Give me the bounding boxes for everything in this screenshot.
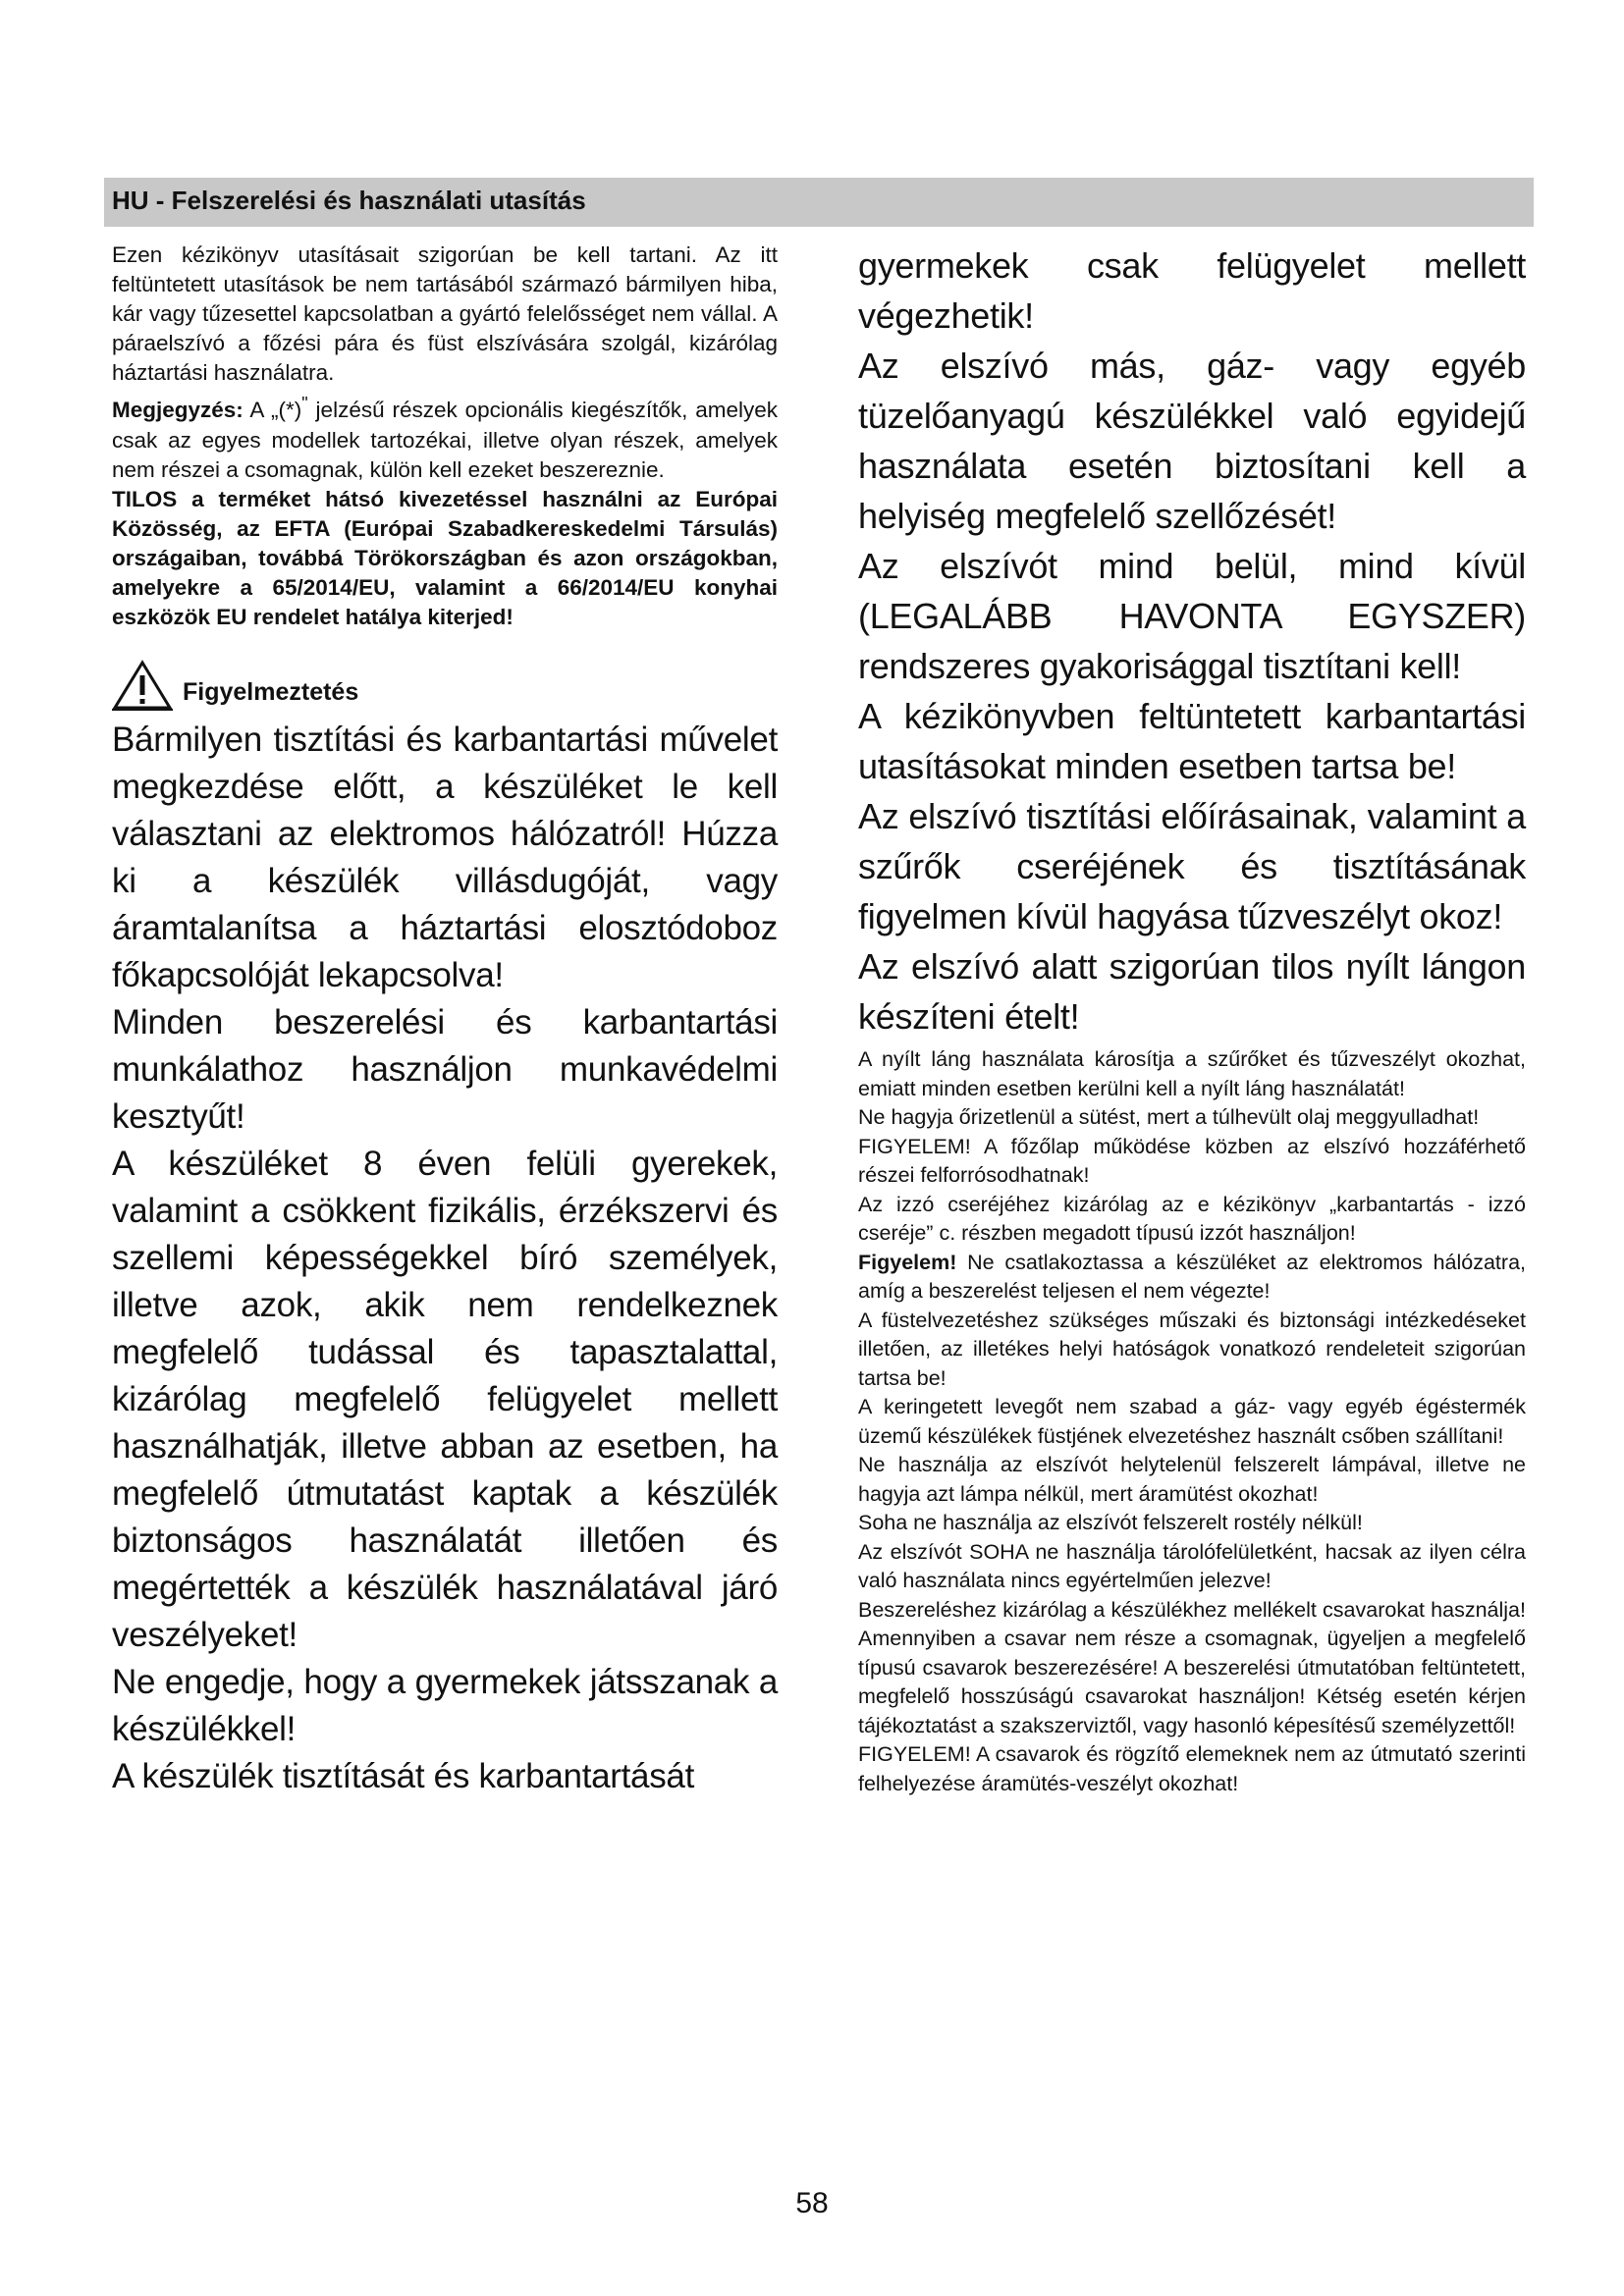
info-connection (858, 1249, 1526, 1307)
note-label: Megjegyzés: (112, 398, 244, 422)
intro-paragraph: Ezen kézikönyv utasításait szigorúan be kell tartani. Az itt feltüntetett utasítások be nem tartásából származó bármilyen hiba, kár vagy tűzesettel kapcsolatban a gyártó felelősséget nem vállal. A páraelszívó a főzési pára és füst elszívására szolgál, kizárólag háztartási használatra. (112, 242, 778, 385)
note-text-b: jelzésű részek opcionális kiegészítők, amelyek csak az egyes modellek tartozékai, illetve olyan részek, amelyek nem részei a csomagnak, külön kell ezeket beszereznie. (112, 398, 778, 482)
warning-text-open-flame: Az elszívó alatt szigorúan tilos nyílt lángon készíteni ételt! (858, 946, 1526, 1037)
note-paragraph (112, 396, 778, 485)
warning-text-fire-hazard: Az elszívó tisztítási előírásainak, valamint a szűrők cseréjének és tisztításának figyelmen kívül hagyása tűzveszélyt okoz! (858, 796, 1526, 936)
warning-text-children-supervision: A készüléket 8 éven felüli gyerekek, valamint a csökkent fizikális, érzékszervi és szellemi képességekkel bíró személyek, illetve azok, akik nem rendelkeznek megfelelő tudással és tapasztalattal, kizárólag megfelelő felügyelet mellett használhatják, illetve abban az esetben, ha megfelelő útmutatást kaptak a készülék biztonságos használatát illetően és megértették a készülék használatával járó veszélyeket! (112, 1145, 778, 1654)
section-title: HU - Felszerelési és használati utasítás (112, 186, 586, 215)
right-column (858, 240, 1526, 1798)
page-number: 58 (795, 2187, 829, 2219)
info-screws: Beszereléshez kizárólag a készülékhez mellékelt csavarokat használja! Amennyiben a csavar nem része a csomagnak, ügyeljen a megfelelő típusú csavarok beszerezésére! A beszerelési útmutatóban feltüntetett, megfelelő hosszúságú csavarokat használjon! Kétség esetén kérjen tájékoztatást a szakszerviztől, vagy hasonló képesítésű személyzettől! (858, 1597, 1526, 1737)
info-lamp: Ne használja az elszívót helytelenül felszerelt lámpával, illetve ne hagyja azt lámpa nélkül, mert áramütést okozhat! (858, 1453, 1526, 1506)
info-storage: Az elszívót SOHA ne használja tárolófelületként, hacsak az ilyen célra való használata nincs egyértelműen jelezve! (858, 1539, 1526, 1592)
warning-text-children-play: Ne engedje, hogy a gyermekek játsszanak a készülékkel! (112, 1663, 778, 1748)
prohibition-paragraph: TILOS a terméket hátsó kivezetéssel használni az Európai Közösség, az EFTA (Európai Szabadkereskedelmi Társulás) országaiban, továbbá Törökországban és azon országokban, amelyekre a 65/2014/EU, valamint a 66/2014/EU konyhai eszközök EU rendelet hatálya kiterjed! (112, 487, 778, 629)
info-open-flame: A nyílt láng használata károsítja a szűrőket és tűzveszélyt okozhat, emiatt minden esetben kerülni kell a nyílt láng használatát! (858, 1047, 1526, 1100)
warning-text-monthly-cleaning: Az elszívót mind belül, mind kívül (LEGALÁBB HAVONTA EGYSZER) rendszeres gyakorisággal tisztítani kell! (858, 546, 1526, 686)
warning-title: Figyelmeztetés (183, 678, 359, 706)
warning-text-maintenance: A kézikönyvben feltüntetett karbantartási utasításokat minden esetben tartsa be! (858, 696, 1526, 786)
note-quote-mark: " (301, 394, 308, 413)
info-hot-parts: FIGYELEM! A főzőlap működése közben az elszívó hozzáférhető részei felforrósodhatnak! (858, 1134, 1526, 1187)
info-fixings: FIGYELEM! A csavarok és rögzítő elemeknek nem az útmutató szerinti felhelyezése áramütés-veszélyt okozhat! (858, 1742, 1526, 1795)
info-recirculated-air: A keringetett levegőt nem szabad a gáz- vagy egyéb égéstermék üzemű készülékek füstjének elvezetéshez használt csőben szállítani! (858, 1395, 1526, 1448)
info-grille: Soha ne használja az elszívót felszerelt rostély nélkül! (858, 1511, 1363, 1534)
warning-text-cleaning: A készülék tisztítását és karbantartását (112, 1757, 695, 1795)
note-text-a: A „(*) (243, 398, 302, 422)
warning-text-cleaning-cont: gyermekek csak felügyelet mellett végezhetik! (858, 245, 1526, 336)
warning-text-ventilation: Az elszívó más, gáz- vagy egyéb tüzelőanyagú készülékkel való egyidejű használata esetén biztosítani kell a helyiség megfelelő szellőzését! (858, 346, 1526, 536)
warning-heading (112, 660, 778, 711)
info-connection-label: Figyelem! (858, 1250, 957, 1274)
warning-text-disconnect: Bármilyen tisztítási és karbantartási művelet megkezdése előtt, a készüléket le kell választani az elektromos hálózatról! Húzza ki a készülék villásdugóját, vagy áramtalanítsa a háztartási elosztódoboz főkapcsolóját lekapcsolva! (112, 721, 778, 994)
info-frying: Ne hagyja őrizetlenül a sütést, mert a túlhevült olaj meggyulladhat! (858, 1105, 1480, 1129)
warning-triangle-icon (112, 660, 173, 711)
info-bulb: Az izzó cseréjéhez kizárólag az e kézikönyv „karbantartás - izzó cseréje” c. részben megadott típusú izzót használjon! (858, 1192, 1526, 1245)
info-flue: A füstelvezetéshez szükséges műszaki és biztonsági intézkedéseket illetően, az illetékes helyi hatóságok vonatkozó rendeleteit szigorúan tartsa be! (858, 1308, 1526, 1390)
left-column (112, 240, 778, 1800)
warning-text-gloves: Minden beszerelési és karbantartási munkálathoz használjon munkavédelmi kesztyűt! (112, 1003, 778, 1136)
section-header (104, 178, 1534, 227)
info-connection-text: Ne csatlakoztassa a készüléket az elektromos hálózatra, amíg a beszerelést teljesen el nem végezte! (858, 1250, 1526, 1303)
